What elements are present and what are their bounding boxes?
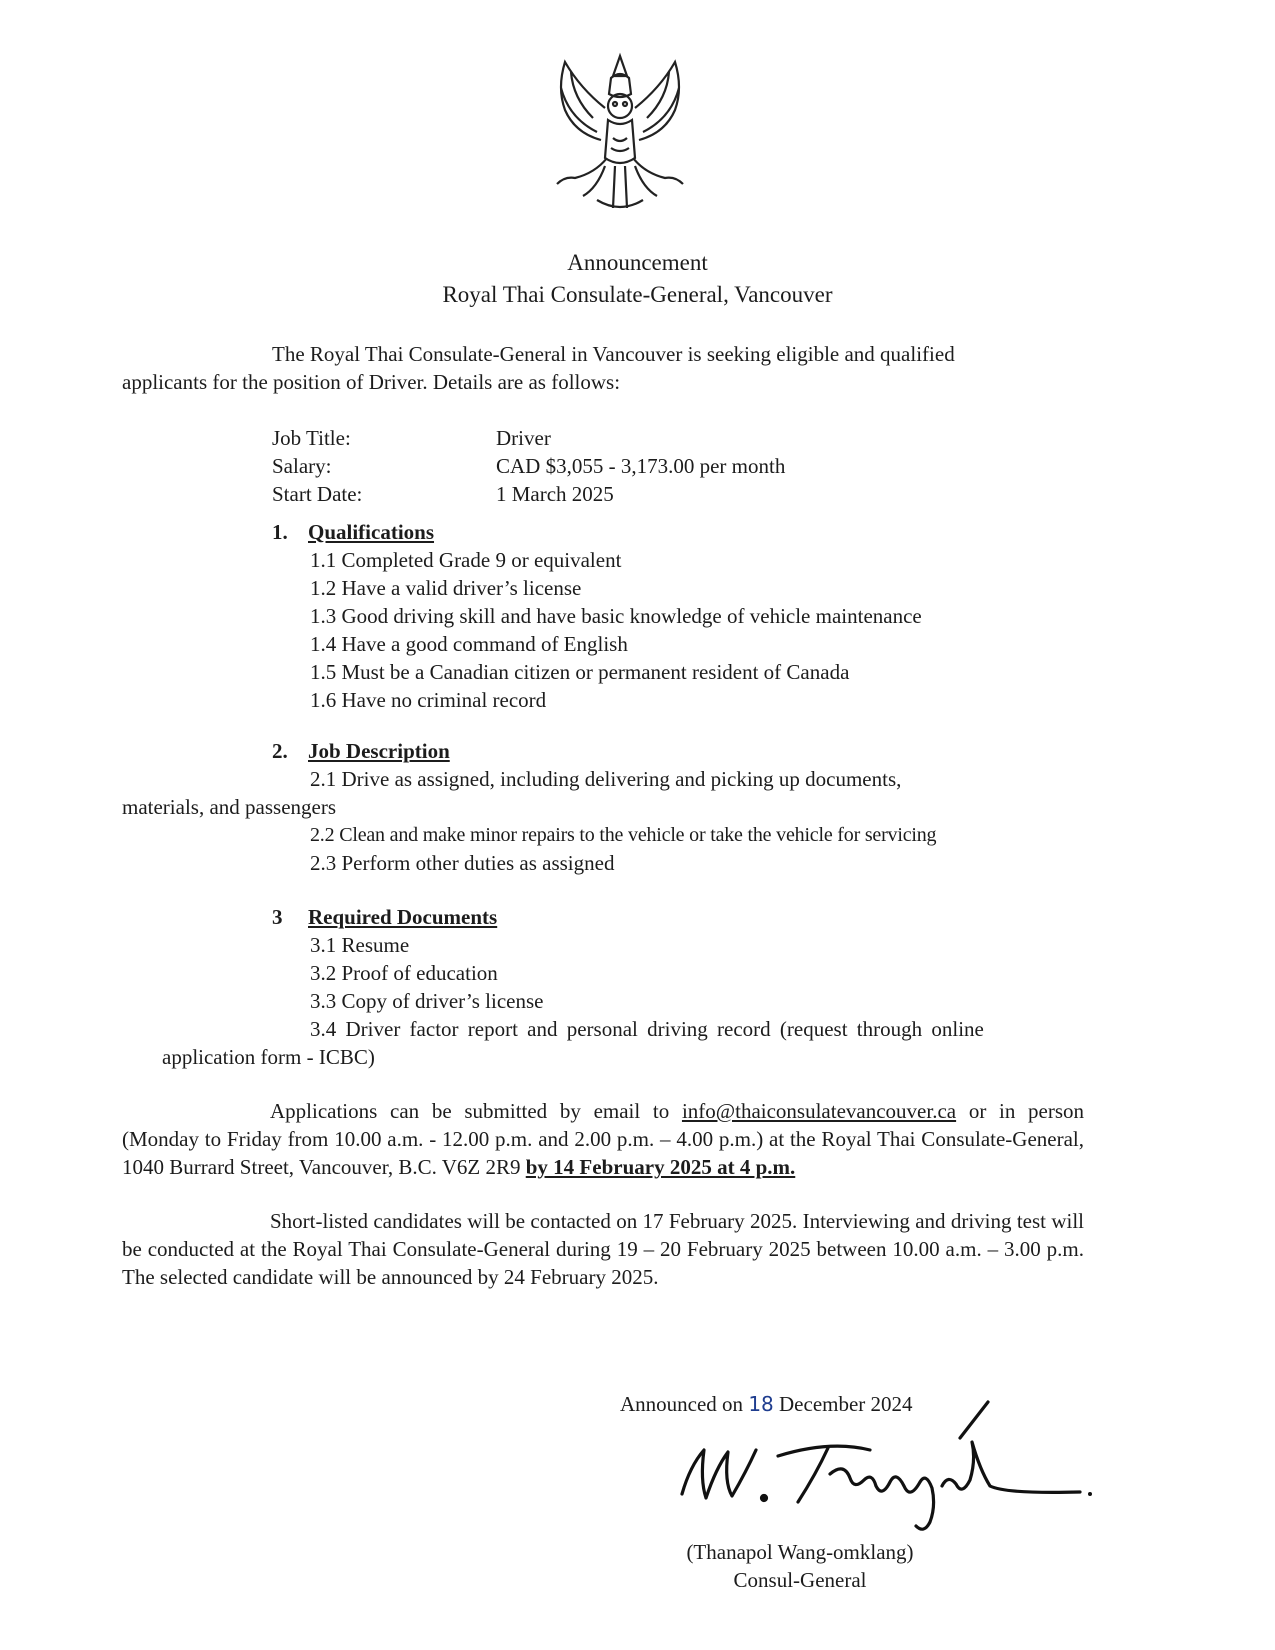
applications-text: Applications can be submitted by email to [270, 1099, 670, 1123]
garuda-emblem-icon [535, 48, 705, 218]
required-documents-list [310, 931, 543, 1015]
detail-row-job-title [272, 424, 922, 452]
list-item: 2.1 Drive as assigned, including delivering and picking up documents, [310, 767, 902, 791]
applications-text: or in person (Monday to Friday from 10.00 a.m. - 12.00 p.m. and 2.00 p.m. – 4.00 p.m.) at the Royal Thai Consulate-General, 1040 Burrard Street, Vancouver, B.C. V6Z 2R9 [122, 1099, 1085, 1179]
intro-line-1: The Royal Thai Consulate-General in Vancouver is seeking eligible and qualified [272, 342, 955, 366]
signature-block [620, 1390, 1100, 1600]
list-item: 1.4 Have a good command of English [310, 632, 628, 656]
list-item: 3.4 Driver factor report and personal driving record (request through online [310, 1017, 984, 1041]
schedule-text: Short-listed candidates will be contacted on 17 February 2025. Interviewing and driving test will be conducted at the Royal Thai Consulate-General during 19 – 20 February 2025 between 10.00 a.m. – 3.00 p.m. The selected candidate will be announced by 24 February 2025. [122, 1209, 1084, 1289]
detail-label: Salary: [272, 454, 332, 478]
announcement-title: Announcement [567, 250, 708, 275]
section-number: 3 [272, 905, 283, 929]
list-item: 1.1 Completed Grade 9 or equivalent [310, 548, 622, 572]
detail-value: Driver [496, 426, 551, 450]
section-number: 2. [272, 739, 288, 763]
detail-row-salary [272, 452, 922, 480]
list-item-continuation: application form - ICBC) [162, 1045, 375, 1069]
detail-value: CAD $3,055 - 3,173.00 per month [496, 454, 786, 478]
list-item: 1.5 Must be a Canadian citizen or permanent resident of Canada [310, 660, 850, 684]
section-title: Job Description [308, 739, 450, 763]
detail-value: 1 March 2025 [496, 482, 614, 506]
section-heading-qualifications [272, 518, 434, 546]
section-number: 1. [272, 520, 288, 544]
schedule-paragraph [122, 1207, 1084, 1291]
handwritten-signature [660, 1390, 1110, 1540]
application-deadline: by 14 February 2025 at 4 p.m. [525, 1155, 796, 1179]
list-item: 3.2 Proof of education [310, 961, 498, 985]
list-item: 3.3 Copy of driver’s license [310, 989, 544, 1013]
section-title: Required Documents [308, 905, 498, 929]
announcement-subtitle: Royal Thai Consulate-General, Vancouver [442, 282, 833, 307]
detail-label: Job Title: [272, 426, 351, 450]
signer-name: (Thanapol Wang-omklang) [686, 1540, 914, 1564]
qualifications-list [310, 546, 922, 714]
email-link[interactable]: info@thaiconsulatevancouver.ca [681, 1099, 957, 1123]
list-item-continuation: materials, and passengers [122, 795, 337, 819]
list-item: 2.3 Perform other duties as assigned [310, 851, 615, 875]
announced-prefix: Announced on [620, 1392, 744, 1416]
job-details [272, 424, 922, 508]
section-heading-job-description [272, 737, 450, 765]
list-item: 2.2 Clean and make minor repairs to the vehicle or take the vehicle for servicing [310, 824, 937, 846]
signer-block [660, 1538, 940, 1594]
list-item: 1.3 Good driving skill and have basic knowledge of vehicle maintenance [310, 604, 922, 628]
announced-suffix: December 2024 [779, 1392, 913, 1416]
list-item: 1.2 Have a valid driver’s license [310, 576, 582, 600]
intro-line-2: applicants for the position of Driver. Details are as follows: [122, 370, 621, 394]
section-heading-required-documents [272, 903, 497, 931]
detail-row-start-date [272, 480, 922, 508]
list-item: 3.1 Resume [310, 933, 410, 957]
section-title: Qualifications [308, 520, 435, 544]
list-item: 1.6 Have no criminal record [310, 688, 547, 712]
announced-day-handwritten: 18 [748, 1392, 774, 1416]
signer-title: Consul-General [733, 1568, 867, 1592]
detail-label: Start Date: [272, 482, 363, 506]
applications-paragraph [122, 1097, 1084, 1181]
